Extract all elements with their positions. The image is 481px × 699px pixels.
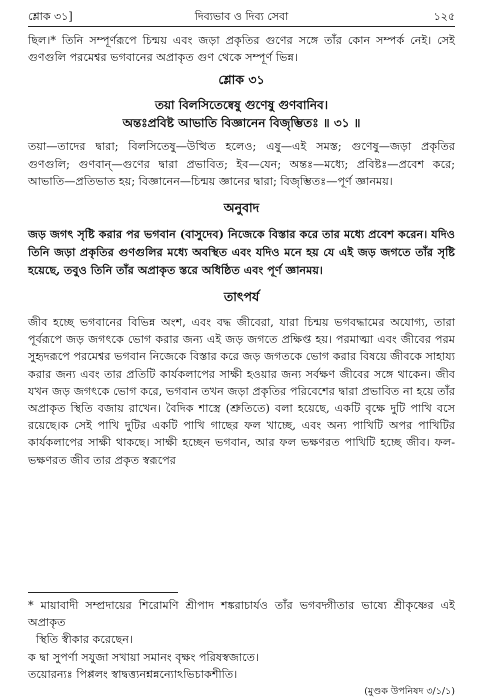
- text-line: তয়া—তাদের দ্বারা; বিলসিতেষু—উত্থিত হলেও; এষু—এই সমস্ত; গুণেষু—জড়া: [28, 140, 412, 154]
- translation-paragraph: [28, 225, 455, 279]
- page-body: [28, 32, 455, 469]
- text-line: জীব হচ্ছে ভগবানের বিভিন্ন অংশ, এবং বদ্ধ জীবেরা, যারা চিন্ময় ভগবদ্ধামের: [28, 316, 385, 330]
- header-chapter-title: দিব্যভাব ও দিব্য সেবা: [194, 10, 289, 23]
- text-line: ছিল।* তিনি সম্পূর্ণরূপে চিন্ময় এবং জড়া প্রকৃতির গুণের সঙ্গে তাঁর কোন সম্পর্ক: [28, 34, 405, 47]
- header-verse-ref: শ্লোক ৩১]: [28, 10, 73, 23]
- text-line: জড় জগৎ সৃষ্টি করার পর ভগবান (বাসুদেব) নিজেকে বিস্তার করে তার মধ্যে: [28, 227, 365, 242]
- text-line: নেই। সেই গুণগুলি পরমেশ্বর ভগবানের অপ্রাকৃত গুণ থেকে সম্পূর্ণ ভিন্ন।: [28, 34, 455, 65]
- sanskrit-verse: [28, 96, 455, 132]
- footnotes: [28, 597, 455, 699]
- text-line: প্রবিষ্টঃ—প্রবেশ করে; আভাতি—প্রতিভাত হয়; বিজ্ঞানেন—চিন্ময় জ্ঞানের দ্বারা;: [28, 157, 455, 188]
- text-line: তাঁর অপ্রাকৃত স্থিতি বজায় রাখেন। বৈদিক শাস্ত্রে (শ্রুতিতে) বলা হয়েছে, একটি: [28, 384, 455, 416]
- page-header: [28, 8, 455, 24]
- purport-paragraph: [28, 314, 455, 469]
- footnote-line: ক দ্বা সুপর্ণা সযুজা সখায়া সমানং বৃক্ষং পরিষস্বজাতে।: [28, 650, 260, 664]
- text-line: হয় যে এই জড় জগতে তাঁর সৃষ্টি হয়েছে, তবুও তিনি তাঁর অপ্রাকৃত স্তরে অধিষ্ঠিত: [28, 245, 455, 278]
- text-line: জগতকে ভোগ করার বিষয়ে জীবকে সাহায্য করার জন্য এবং তার প্রতিটি: [28, 350, 455, 381]
- footnote-star: [28, 597, 455, 649]
- intro-paragraph: [28, 32, 455, 66]
- header-page-number: ১২৫: [433, 10, 455, 23]
- footnote-line: স্থিতি স্বীকার করেছেন।: [36, 633, 133, 647]
- text-line: এবং পূর্ণ জ্ঞানময়।: [243, 263, 323, 278]
- text-line: বিজৃম্ভিতঃ—পূর্ণ জ্ঞানময়।: [280, 174, 393, 188]
- verse-line: তয়া বিলসিতেষ্বেষু গুণেষু গুণবানিব।: [154, 98, 329, 113]
- footnote-line: * মায়াবাদী সম্প্রদায়ের শিরোমণি শ্রীপাদ শঙ্করাচার্যও তাঁর ভগবদ্গীতার ভাষ্যে শ্রীকৃষ্ণের এই অপ্রাকৃত: [28, 599, 455, 630]
- text-line: কার্যকলাপের সাক্ষী হওয়ার জন্য সর্বক্ষণ জীবের সঙ্গে থাকেন। জীব যখন জড়: [28, 367, 455, 398]
- header-rule: [28, 26, 455, 27]
- text-line: প্রকৃতির গুণগুলি; গুণবান্—গুণের দ্বারা প্রভাবিত; ইব—যেন; অন্তঃ—মধ্যে;: [28, 140, 456, 171]
- text-line: অযোগ্য, তারা পূর্বরূপে জড় জগৎকে ভোগ করার জন্য এই জড় জগতে প্রক্ষিপ্ত হয়।: [28, 316, 455, 347]
- text-line: বৃক্ষে দুটি পাখি বসে রয়েছে।ক সেই পাখি দুটির একটি পাখি গাছের ফল খাচ্ছে, এবং: [28, 402, 455, 433]
- text-line: আর ফল ভক্ষণরত পাখিটি হচ্ছে জীব। ফল-ভক্ষণরত জীব তার প্রকৃত স্বরূপের: [28, 436, 455, 467]
- footnote-line: তয়োরন্যঃ পিপ্পলং স্বাদ্বত্ত্যনশ্নন্নন্যোঽভিচাকশীতি।: [28, 667, 238, 681]
- verse-line: অন্তঃপ্রবিষ্ট আভাতি বিজ্ঞানেন বিজৃম্ভিতঃ ॥ ৩১ ॥: [122, 116, 361, 131]
- synonyms-paragraph: [28, 138, 455, 190]
- text-line: অন্য পাখিটি অপর পাখিটির কার্যকলাপের সাক্ষী থাকছে। সাক্ষী হচ্ছেন ভগবান,: [28, 419, 456, 450]
- translation-heading: অনুবাদ: [223, 200, 260, 216]
- verse-heading: শ্লোক ৩১: [218, 72, 265, 88]
- footnote-rule: [28, 592, 178, 593]
- text-line: জগৎকে ভোগ করে, ভগবান তখন জড়া প্রকৃতির পরিবেশের দ্বারা প্রভাবিত না হয়ে: [73, 384, 434, 398]
- footnote-reference: (মুণ্ডক উপনিষদ ৩/১/১): [364, 686, 455, 698]
- purport-heading: তাৎপর্য: [223, 289, 260, 305]
- footnote-ka: [28, 649, 455, 683]
- text-line: প্রবেশ করেন। যদিও তিনি জড়া প্রকৃতির গুণগুলির মধ্যে অবস্থিত এবং যদিও মনে: [28, 227, 456, 260]
- text-line: পরমাত্মা এবং জীবের পরম সুহৃদরূপে পরমেশ্বর ভগবান নিজেকে বিস্তার করে জড়: [28, 333, 455, 364]
